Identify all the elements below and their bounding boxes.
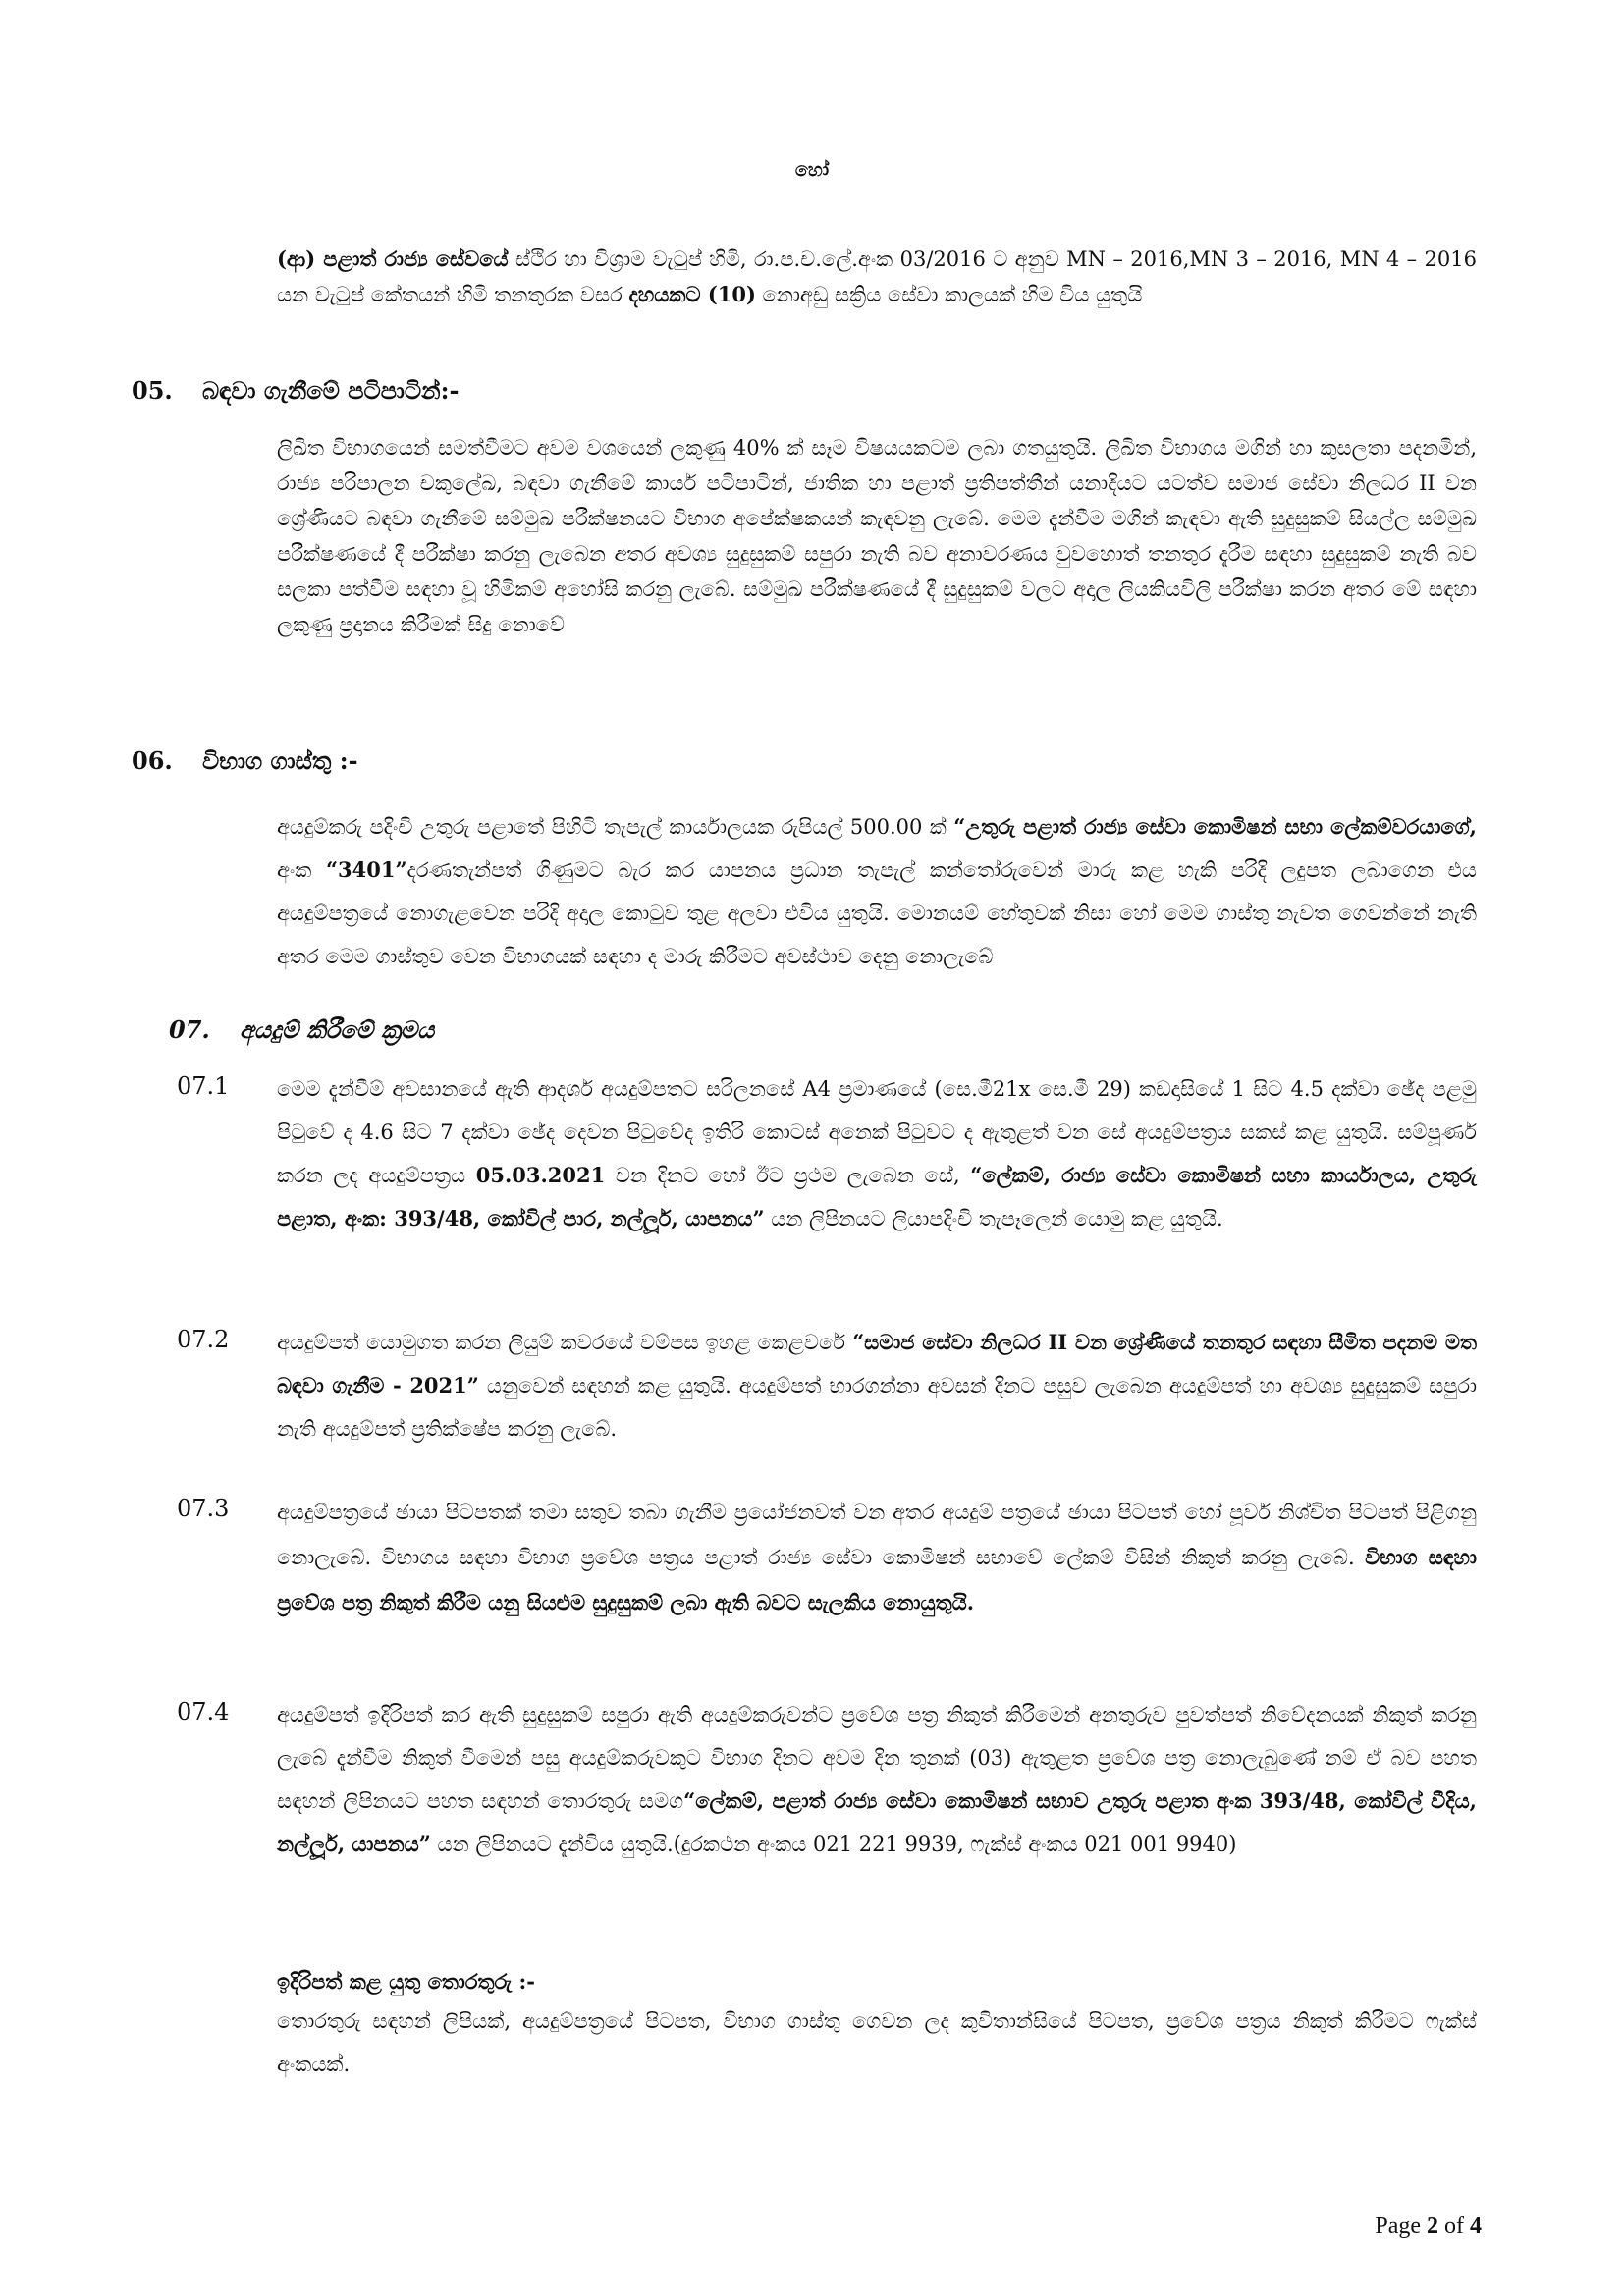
subsection-07-1-text2: වන දිනට හෝ ඊට ප්‍රථම ලැබෙන සේ, — [605, 1164, 971, 1187]
section-06-bold1: “උතුරු පළාත් රාජ්‍ය සේවා කොමිෂන් සභා ලේකම්වරයාගේ, — [953, 814, 1477, 839]
section-07-heading — [169, 1015, 434, 1044]
para-a-bold-lead: (ආ) පළාත් රාජ්‍ය සේවයේ — [277, 246, 509, 271]
subsection-07-4-number: 07.4 — [177, 1698, 230, 1725]
footer-mid: of — [1438, 2214, 1470, 2239]
section-06-text2: අංක — [277, 858, 326, 882]
subsection-07-3-body — [277, 1490, 1477, 1625]
section-06-text1: අයදුම්කරු පදිංචි උතුරු පළාතේ පිහිටි තැපැල් කාර්යාලයක රුපියල් 500.00 ක් — [277, 815, 954, 839]
para-a-text1: ස්ථිර හා විශ්‍රාම වැටුප් හිමි, රා.ප.ච.ලේ.අංක 03/2016 ට අනුව MN – 2016,MN 3 – 2016, MN 4 – 2016 යන වැටුප් කේතයන් හිමි තනතුරක වසර — [277, 247, 1477, 306]
subsection-07-2-bold1: “සමාජ සේවා නිලධර II වන ශ්‍රේණියේ තනතුර සඳහා සීමිත පදනම මත බඳවා ගැනීම - 2021” — [277, 1330, 1477, 1397]
subsection-07-4-sub-title: ඉදිරිපත් කළ යුතු තොරතුරු :- — [277, 1969, 535, 1994]
subsection-07-3-text1: අයදුම්පත්‍රයේ ඡායා පිටපතක් තමා සතුව තබා ගැනීම ප්‍රයෝජනවත් වන අතර අයදුම් පත්‍රයේ ඡායා පිටපත් හෝ පූර්ව නිශ්චිත පිටපත් පිළිගනු නොලැබේ. විභාගය සඳහා විභාග ප්‍රවේශ පත්‍රය පළාත් රාජ්‍ය සේවා කොමිෂන් සභාවේ ලේකම් විසින් නිකුත් කරනු ලැබේ. — [277, 1501, 1477, 1569]
subsection-07-4-sub-body: තොරතුරු සඳහන් ලිපියක්, අයදුම්පත්‍රයේ පිටපත, විභාග ගාස්තු ගෙවන ලද කුවිතාන්සියේ පිටපත, ප්‍රවේශ පත්‍රය නිකුත් කිරීමට ෆැක්ස් අංකයක්. — [277, 2009, 1477, 2076]
footer-total-pages: 4 — [1470, 2214, 1482, 2239]
para-a-bold-mid: දහයකට (10) — [628, 282, 756, 306]
section-05-heading — [132, 376, 459, 405]
section-05-number: 05. — [132, 376, 173, 405]
top-word: හෝ — [794, 159, 830, 181]
section-06-title: විභාග ගාස්තු :- — [202, 746, 358, 775]
subsection-07-1-bold1: 05.03.2021 — [475, 1163, 606, 1187]
subsection-07-1-bold2: “ලේකම්, රාජ්‍ය සේවා කොමිෂන් සභා කාර්යාලය, උතුරු පළාත, අංක: 393/48, කෝවිල් පාර, නල්ලූර්, යාපනය” — [277, 1163, 1477, 1230]
footer-prefix: Page — [1375, 2214, 1427, 2239]
subsection-07-2-text2: යනුවෙන් සඳහන් කළ යුතුයි. අයදුම්පත් භාරගන්නා අවසන් දිනට පසුව ලැබෙන අයදුම්පත් හා අවශ්‍ය සුදුසුකම් සපුරා නැති අයදුම්පත් ප්‍රතික්ෂේප කරනු ලැබේ. — [277, 1374, 1477, 1441]
subsection-07-2-number: 07.2 — [177, 1326, 230, 1353]
subsection-07-2-text1: අයදුම්පත් යොමුගත කරන ලියුම් කවරයේ වම්පස ඉහළ කෙළවරේ — [277, 1331, 853, 1354]
subsection-07-1-body — [277, 1067, 1477, 1240]
subsection-07-1-text1: මෙම දැන්වීම් අවසානයේ ඇති ආදර්ශ අයදුම්පතට සරිලනසේ A4 ප්‍රමාණයේ (සෙ.මී21x සෙ.මී 29) කඩදාසියේ 1 සිට 4.5 දක්වා ඡේද පළමු පිටුවේ ද 4.6 සිට 7 දක්වා ඡේද දෙවන පිටුවේද ඉතිරි කොටස් අනෙක් පිටුවට ද ඇතුළත් වන සේ අයදුම්පත්‍රය සකස් කළ යුතුයි. සම්පූර්ණ කරන ලද අයදුම්පත්‍රය — [277, 1077, 1477, 1187]
section-05-body: ලිඛිත විභාගයෙන් සමත්වීමට අවම වශයෙන් ලකුණු 40% ක් සෑම විෂයයකටම ලබා ගතයුතුයි. ලිඛිත විභාගය මගින් හා කුසලතා පදනමින්, රාජ්‍ය පරිපාලන චකුලේඛ, බඳවා ගැනීමේ කාර්ය පටිපාටින්, ජාතික හා පළාත් ප්‍රතිපත්තීන් යනාදියට යටත්ව සමාජ සේවා නිලධර II වන ශ්‍රේණියට බඳවා ගැනීමේ සම්මුඛ පරීක්ෂනයට විභාග අපේක්ෂකයන් කැඳවනු ලැබේ. මෙම දැන්වීම මගින් කැඳවා ඇති සුදුසුකම් සියල්ල සම්මුඛ පරීක්ෂණයේ දී පරීක්ෂා කරනු ලැබෙන අතර අවශ්‍ය සුදුසුකම් සපුරා නැති බව අනාවරණය වුවහොත් තනතුර දැරීම සඳහා සුදුසුකම් නැති බව සලකා පත්වීම සඳහා වූ හිමිකම් අහෝසි කරනු ලැබේ. සම්මුඛ පරීක්ෂණයේ දී සුදුසුකම් වලට අදාල ලියකියවිලි පරීක්ෂා කරන අතර මේ සඳහා ලකුණු ප්‍රදානය කිරීමක් සිදු නොවේ — [277, 436, 1477, 636]
paragraph-a — [277, 242, 1477, 312]
subsection-07-3-number: 07.3 — [177, 1495, 230, 1522]
subsection-07-4-text1: අයදුම්පත් ඉදිරිපත් කර ඇති සුදුසුකම් සපුරා ඇති අයදුම්කරුවන්ට ප්‍රවේශ පත්‍ර නිකුත් කිරීමෙන් අනතුරුව පුවත්පත් නිවේදනයක් නිකුත් කරනු ලැබේ දැන්වීම නිකුත් වීමෙන් පසු අයදුම්කරුවකුට විභාග දිනට අවම දින තුනක් (03) ඇතුළත ප්‍රවේශ පත්‍ර නොලැබුණේ නම් ඒ බව පහත සඳහන් ලිපිනයට පහත සඳහන් තොරතුරු සමග — [277, 1703, 1477, 1813]
subsection-07-4-bold1: “ලේකම්, පළාත් රාජ්‍ය සේවා කොමිෂන් සභාව උතුරු පළාත අංක 393/48, කෝවිල් වීදිය, නල්ලූර්, යාපනය” — [277, 1788, 1477, 1856]
section-07-title: අයදුම් කිරීමේ ක්‍රමය — [240, 1015, 435, 1044]
subsection-07-4-text2: යන ලිපිනයට දැන්විය යුතුයි.(දුරකථන අංකය 021 221 9939, ෆැක්ස් අංකය 021 001 9940) — [430, 1832, 1237, 1856]
subsection-07-3-bold1: විභාග සඳහා ප්‍රවේශ පත්‍ර නිකුත් කිරීම යනු සියළුම සුදුසුකම් ලබා ඇති බවට සැලකිය නොයුතුයි. — [277, 1545, 1477, 1614]
section-07-number: 07. — [169, 1015, 210, 1044]
subsection-07-1-number: 07.1 — [177, 1072, 230, 1100]
section-05-title: බඳවා ගැනීමේ පටිපාටින්:- — [202, 376, 460, 405]
section-06-number: 06. — [132, 746, 173, 775]
section-06-text3: දරණතැන්පත් ගිණුමට බැර කර යාපනය ප්‍රධාන තැපැල් කන්තෝරුවෙන් මාරු කළ හැකි පරිදි ලදුපත ලබාගෙන එය අයදුම්පත්‍රයේ නොගැළවෙන පරිදි අදාල කොටුව තුළ අලවා එවිය යුතුයි. මොනයම් හේතුවක් නිසා හෝ මෙම ගාස්තු නැවත ගෙවන්නේ නැති අතර මෙම ගාස්තුව වෙන විභාගයක් සඳහා ද මාරු කිරීමට අවස්ථාව දෙනු නොලැබේ — [277, 858, 1477, 968]
section-06-body — [277, 805, 1477, 978]
section-06-heading — [132, 746, 358, 775]
section-06-bold2: “3401” — [325, 857, 407, 882]
subsection-07-2-body — [277, 1321, 1477, 1450]
subsection-07-1-text3: යන ලිපිනයට ලියාපදිංචි තැපෑලෙන් යොමු කළ යුතුයි. — [764, 1207, 1223, 1230]
footer-current-page: 2 — [1427, 2214, 1438, 2239]
page-footer — [1375, 2214, 1482, 2240]
para-a-text2: නොඅඩු සක්‍රිය සේවා කාලයක් හිම විය යුතුයි — [755, 283, 1143, 306]
subsection-07-4-body — [277, 1693, 1477, 1866]
